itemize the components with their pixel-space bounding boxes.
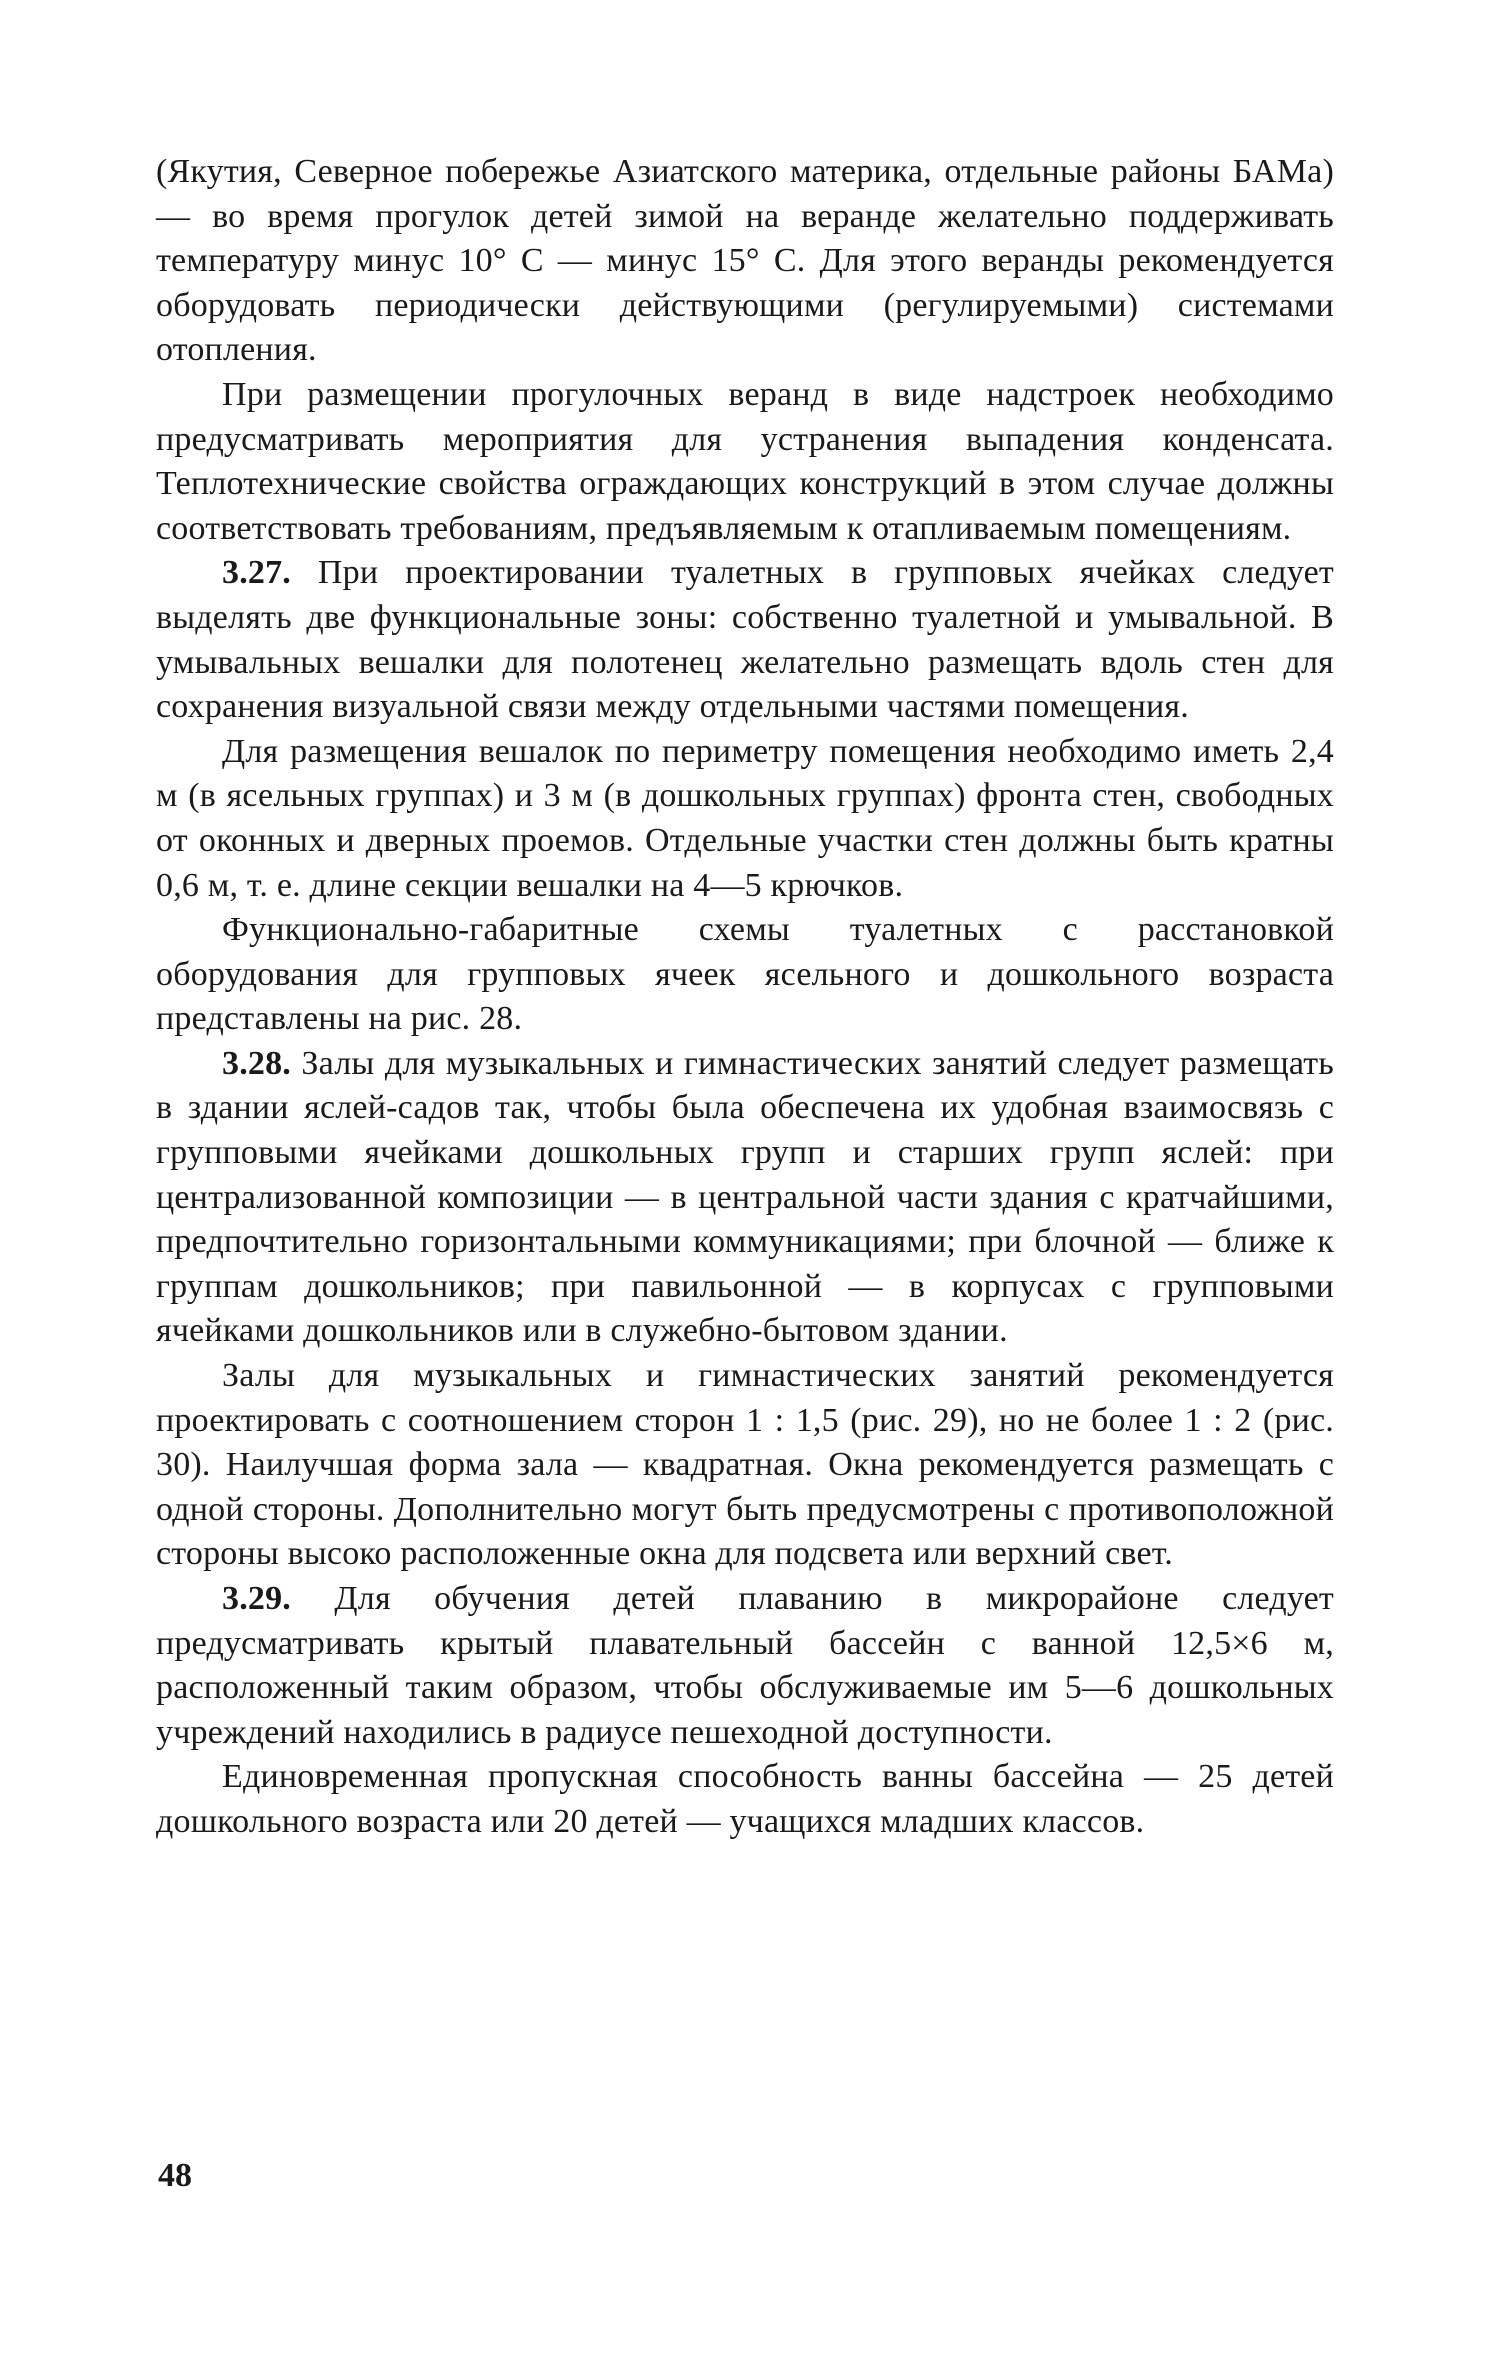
paragraph-text: Для обучения детей плаванию в микрорайоне следует предусматривать крытый плавательный бассейн с ванной 12,5×6 м, расположенный таким образом, чтобы обслуживаемые им 5—6 дошкольных учреждений находились в радиусе пешеходной доступности.	[156, 1580, 1334, 1751]
section-number: 3.28.	[222, 1044, 291, 1082]
section-3-27	[156, 551, 1334, 729]
paragraph-text: Для размещения вешалок по периметру помещения необходимо иметь 2,4 м (в ясельных группах) и 3 м (в дошкольных группах) фронта стен, свободных от оконных и дверных проемов. Отдельные участки стен должны быть кратны 0,6 м, т. е. длине секции вешалки на 4—5 крючков.	[156, 732, 1334, 904]
paragraph-text: При проектировании туалетных в групповых ячейках следует выделять две функциональные зоны: собственно туалетной и умывальной. В умывальных вешалки для полотенец желательно размещать вдоль стен для сохранения визуальной связи между отдельными частями помещения.	[156, 554, 1334, 726]
page-number: 48	[158, 2157, 192, 2194]
paragraph-schemes	[156, 908, 1334, 1042]
section-3-28	[156, 1042, 1334, 1354]
paragraph-text: Функционально-габаритные схемы туалетных с расстановкой оборудования для групповых ячеек ясельного и дошкольного возраста представлены на рис. 28.	[156, 911, 1334, 1038]
section-number: 3.29.	[222, 1580, 291, 1617]
paragraph-hangers	[156, 730, 1334, 908]
paragraph-halls-proportions	[156, 1354, 1334, 1577]
section-number: 3.27.	[222, 554, 291, 592]
paragraph-text: Единовременная пропускная способность ванны бассейна — 25 детей дошкольного возраста или 20 детей — учащихся младших классов.	[156, 1758, 1334, 1840]
paragraph-continuation	[156, 150, 1334, 373]
paragraph-text: (Якутия, Северное побережье Азиатского материка, отдельные районы БАМа) — во время прогулок детей зимой на веранде желательно поддерживать температуру минус 10° С — минус 15° С. Для этого веранды рекомендуется оборудовать периодически действующими (регулируемыми) системами отопления.	[156, 153, 1334, 369]
paragraph-text: Залы для музыкальных и гимнастических занятий рекомендуется проектировать с соотношением сторон 1 : 1,5 (рис. 29), но не более 1 : 2 (рис. 30). Наилучшая форма зала — квадратная. Окна рекомендуется размещать с одной стороны. Дополнительно могут быть предусмотрены с противоположной стороны высоко расположенные окна для подсвета или верхний свет.	[156, 1357, 1334, 1573]
paragraph-verandas-superstructure	[156, 373, 1334, 551]
paragraph-pool-capacity	[156, 1755, 1334, 1844]
paragraph-text: Залы для музыкальных и гимнастических занятий следует размещать в здании яслей-садов так, чтобы была обеспечена их удобная взаимосвязь с групповыми ячейками дошкольных групп и старших групп яслей: при централизованной композиции — в центральной части здания с кратчайшими, предпочтительно горизонтальными коммуникациями; при блочной — ближе к группам дошкольников; при павильонной — в корпусах с групповыми ячейками дошкольников или в служебно-бытовом здании.	[156, 1044, 1334, 1350]
paragraph-text: При размещении прогулочных веранд в виде надстроек необходимо предусматривать мероприятия для устранения выпадения конденсата. Теплотехнические свойства ограждающих конструкций в этом случае должны соответствовать требованиям, предъявляемым к отапливаемым помещениям.	[156, 375, 1334, 547]
body-text	[156, 150, 1334, 1845]
section-3-29	[156, 1577, 1334, 1755]
